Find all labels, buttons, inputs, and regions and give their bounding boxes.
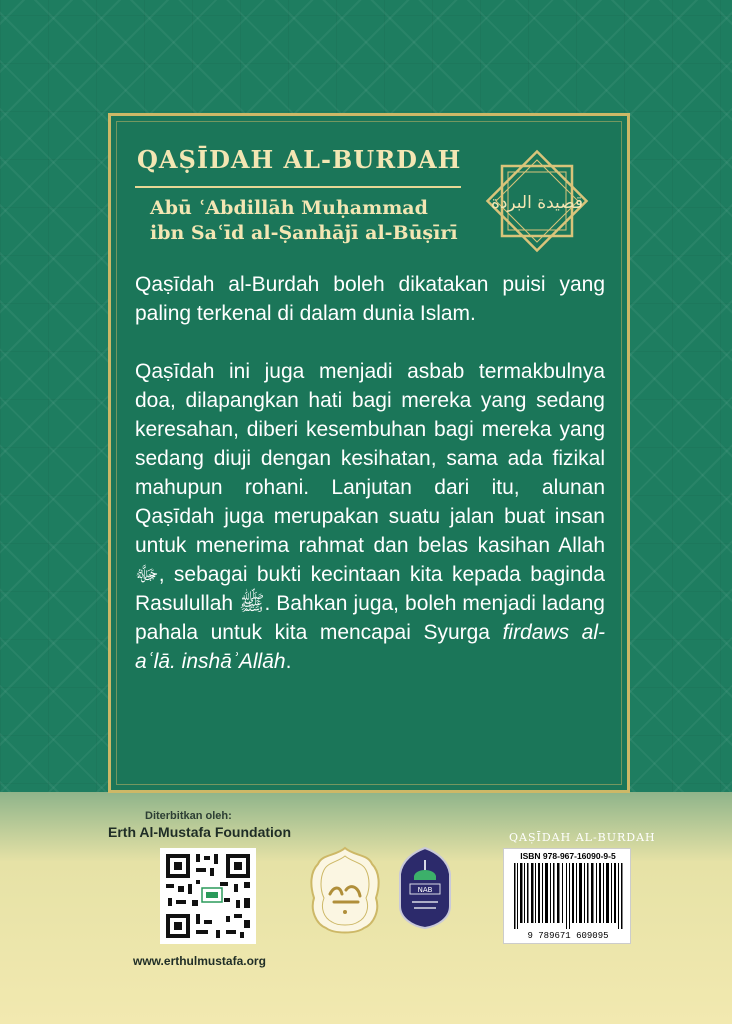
farqah-logo-icon <box>308 846 382 936</box>
publisher-label: Diterbitkan oleh: <box>145 810 232 822</box>
author-name <box>150 196 458 246</box>
paragraph-2-end: . <box>285 650 292 673</box>
qr-code-icon <box>160 848 256 944</box>
publisher-website: www.erthulmustafa.org <box>133 954 266 968</box>
emblem-arabic-text: قصيدة البردة <box>490 193 584 213</box>
barcode-icon <box>512 863 624 929</box>
paragraph-2-italic: firdaws al-aʿlā. inshāʾAllāh <box>135 621 605 673</box>
description-text <box>135 270 605 705</box>
spine-title: QAṢĪDAH AL-BURDAH <box>509 831 656 844</box>
svg-text:NAB: NAB <box>417 886 433 894</box>
description-paragraph-2 <box>135 357 605 676</box>
book-title: QAṢĪDAH AL-BURDAH <box>137 145 462 174</box>
author-line-2: ibn Saʿīd al-Ṣanhājī al-Būṣīrī <box>150 222 458 244</box>
title-divider <box>135 186 461 188</box>
paragraph-2-main: Qaṣīdah ini juga menjadi asbab termakbulnya doa, dilapangkan hati bagi mereka yang sedang keresahan, diberi kesembuhan bagi mereka yang sedang diuji dengan kesihatan, sama ada fizikal mahupun rohani. Lanjutan dari itu, alunan Qaṣīdah juga merupakan suatu jalan buat insan untuk menerima rahmat dan belas kasihan Allah ﷻ, sebagai bukti kecintaan kita kepada baginda Rasulullah ﷺ. Bahkan juga, boleh menjadi ladang pahala untuk kita mencapai Syurga <box>135 360 605 644</box>
publisher-name: Erth Al-Mustafa Foundation <box>108 824 292 840</box>
nab-logo-icon <box>398 846 452 930</box>
star-emblem-icon <box>478 142 596 260</box>
isbn-number: ISBN 978-967-16090-9-5 <box>520 851 616 861</box>
description-paragraph-1: Qaṣīdah al-Burdah boleh dikatakan puisi yang paling terkenal di dalam dunia Islam. <box>135 273 605 325</box>
isbn-barcode-box <box>503 848 631 944</box>
barcode-digits: 9 789671 609095 <box>527 931 609 941</box>
author-line-1: Abū ʿAbdillāh Muḥammad <box>150 197 428 219</box>
